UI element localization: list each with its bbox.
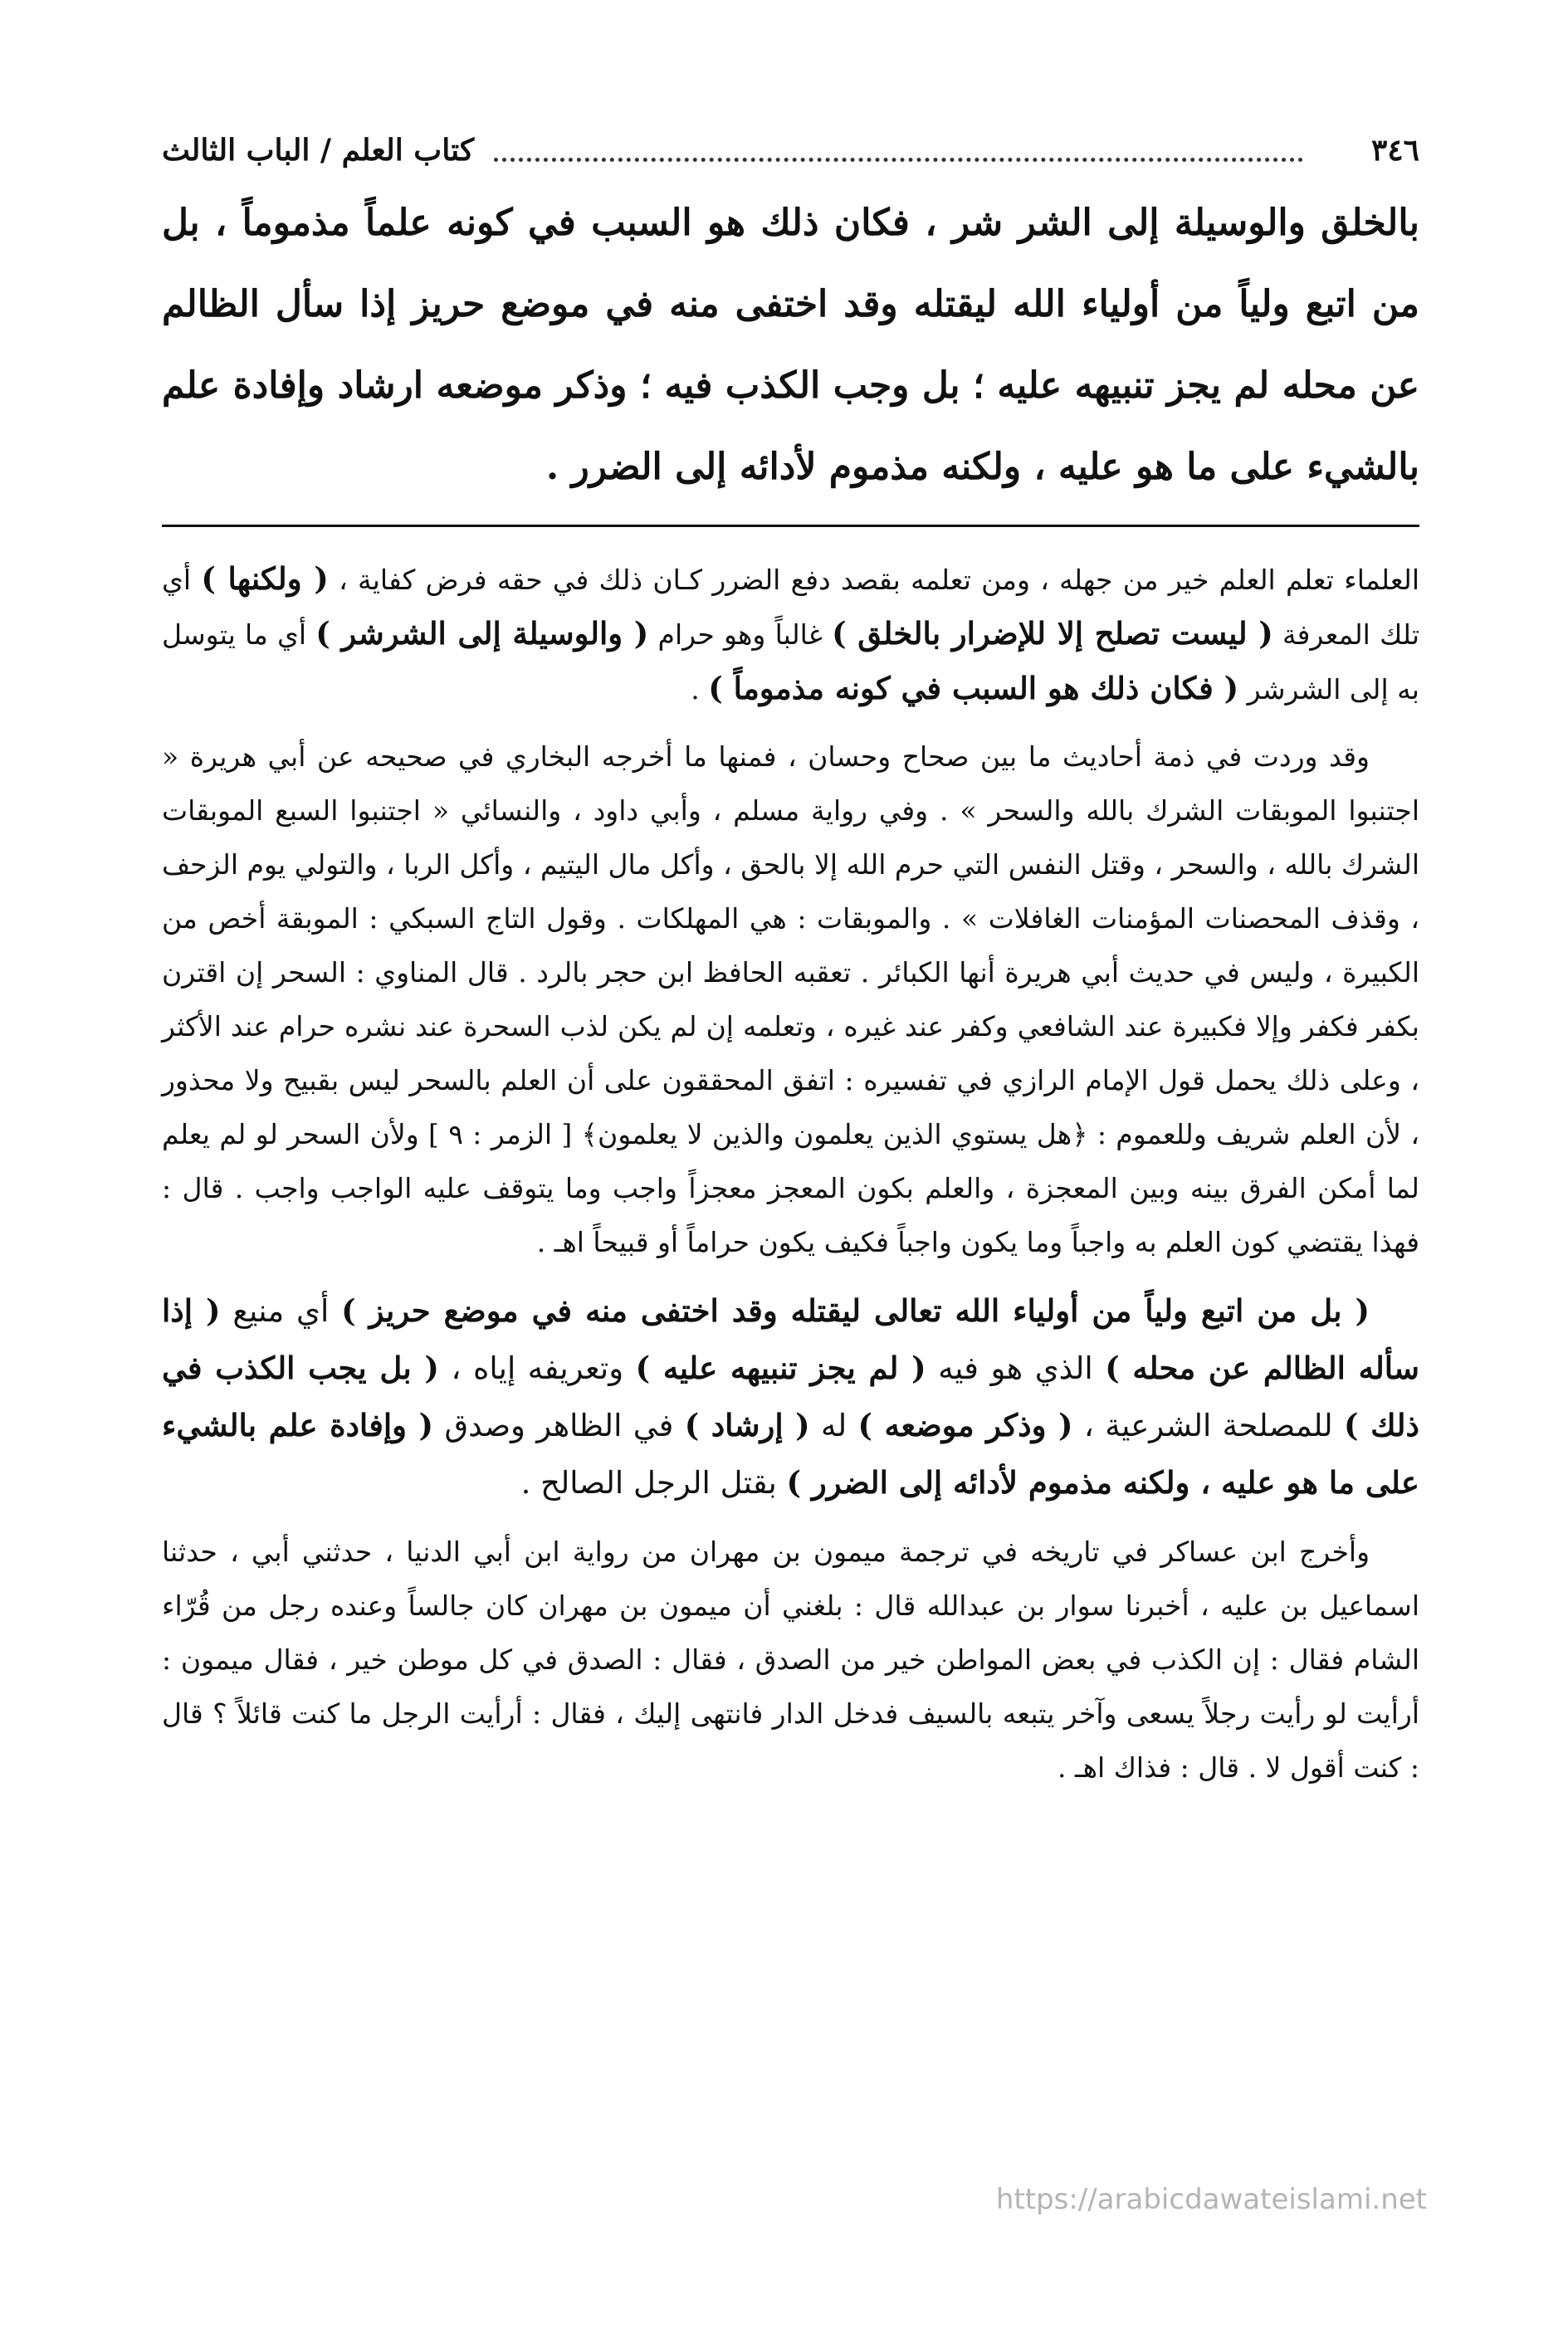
commentary-text: له	[809, 1408, 858, 1443]
quoted-matn: ( وذكر موضعه )	[857, 1407, 1073, 1443]
page-number: ٣٤٦	[1370, 133, 1419, 168]
commentary-text: للمصلحة الشرعية ،	[1072, 1408, 1345, 1443]
watermark-url: https://arabicdawateislami.net	[995, 2183, 1427, 2216]
quoted-matn: ( إرشاد )	[684, 1407, 810, 1443]
commentary-text: بقتل الرجل الصالح .	[520, 1465, 787, 1501]
commentary-paragraph-1	[162, 552, 1419, 716]
quoted-matn: ( وإفادة علم بالشيء على ما هو عليه ، ولكنه مذموم لأدائه إلى الضرر )	[162, 1407, 1419, 1501]
main-text-paragraph: بالخلق والوسيلة إلى الشر شر ، فكان ذلك هو السبب في كونه علماً مذموماً ، بل من اتبع ولياً من أولياء الله ليقتله وقد اختفى منه في موضع حريز إذا سأل الظالم عن محله لم يجز تنبيهه عليه ؛ بل وجب الكذب فيه ؛ وذكر موضعه ارشاد وإفادة علم بالشيء على ما هو عليه ، ولكنه مذموم لأدائه إلى الضرر .	[162, 202, 1419, 488]
running-header	[162, 125, 1419, 183]
commentary-text: أي منيع	[220, 1293, 342, 1329]
commentary-paragraph-3	[162, 1282, 1419, 1511]
quoted-matn: ( ليست تصلح إلا للإضرار بالخلق )	[832, 615, 1273, 652]
commentary-text: أي ما يتوسل به إلى الشرشر	[162, 618, 1419, 706]
commentary-text: العلماء تعلم العلم خير من جهله ، ومن تعلمه بقصد دفع الضرر كـان ذلك في حقه فرض كفاية ،	[328, 564, 1419, 596]
quoted-matn: ( والوسيلة إلى الشرشر )	[315, 615, 649, 652]
commentary-paragraph-4: وأخرج ابن عساكر في تاريخه في ترجمة ميمون بن مهران من رواية ابن أبي الدنيا ، حدثني أبي ، حدثنا اسماعيل بن عليه ، أخبرنا سوار بن عبدالله قال : بلغني أن ميمون بن مهران كان جالساً وعنده رجل من قُرّاء الشام فقال : إن الكذب في بعض المواطن خير من الصدق ، فقال : الصدق في كل موطن خير ، فقال ميمون : أرأيت لو رأيت رجلاً يسعى وآخر يتبعه بالسيف فدخل الدار فانتهى إليك ، فقال : أرأيت الرجل ما كنت قائلاً ؟ قال : كنت أقول لا . قال : فذاك اهـ .	[162, 1536, 1420, 1784]
quoted-matn: ( لم يجز تنبيهه عليه )	[635, 1350, 926, 1386]
divider-line	[162, 525, 1419, 527]
quoted-matn: ( ولكنها )	[201, 560, 329, 597]
commentary-text: الذي هو فيه	[926, 1350, 1106, 1386]
commentary	[162, 552, 1419, 1795]
commentary-text: .	[691, 673, 709, 706]
commentary-paragraph-2: وقد وردت في ذمة أحاديث ما بين صحاح وحسان ، فمنها ما أخرجه البخاري في صحيحه عن أبي هريرة « اجتنبوا الموبقات الشرك بالله والسحر » . وفي رواية مسلم ، وأبي داود ، والنسائي « اجتنبوا السبع الموبقات الشرك بالله ، والسحر ، وقتل النفس التي حرم الله إلا بالحق ، وأكل مال اليتيم ، وأكل الربا ، والتولي يوم الزحف ، وقذف المحصنات المؤمنات الغافلات » . والموبقات : هي المهلكات . وقول التاج السبكي : الموبقة أخص من الكبيرة ، وليس في حديث أبي هريرة أنها الكبائر . تعقبه الحافظ ابن حجر بالرد . قال المناوي : السحر إن اقترن بكفر فكفر وإلا فكبيرة عند الشافعي وكفر عند غيره ، وتعلمه إن لم يكن لذب السحرة عند نشره حرام عند الأكثر ، وعلى ذلك يحمل قول الإمام الرازي في تفسيره : اتفق المحققون على أن العلم بالسحر ليس بقبيح ولا محذور ، لأن العلم شريف وللعموم : ﴿هل يستوي الذين يعلمون والذين لا يعلمون﴾ [ الزمر : ٩ ] ولأن السحر لو لم يعلم لما أمكن الفرق بينه وبين المعجزة ، والعلم بكون المعجز معجزاً واجب وما يتوقف عليه الواجب واجب . قال : فهذا يقتضي كون العلم به واجباً وما يكون واجباً فكيف يكون حراماً أو قبيحاً اهـ .	[162, 740, 1419, 1258]
commentary-text: غالباً وهو حرام	[648, 618, 833, 651]
commentary-text: وتعريفه إياه ،	[438, 1350, 636, 1386]
commentary-text: أي تلك المعرفة	[162, 564, 1419, 651]
page	[162, 125, 1419, 1808]
quoted-matn: ( إذا سأله الظالم عن محله )	[162, 1292, 1419, 1386]
quoted-matn: ( فكان ذلك هو السبب في كونه مذموماً )	[708, 670, 1239, 706]
chapter-title: كتاب العلم / الباب الثالث	[162, 133, 475, 168]
header-dotted-leader	[494, 158, 1303, 162]
quoted-matn: ( بل يجب الكذب في ذلك )	[162, 1350, 1419, 1443]
commentary-text: في الظاهر وصدق	[433, 1408, 685, 1443]
quoted-matn: ( بل من اتبع ولياً من أولياء الله تعالى ليقتله وقد اختفى منه في موضع حريز )	[341, 1292, 1370, 1329]
main-text	[162, 183, 1419, 508]
